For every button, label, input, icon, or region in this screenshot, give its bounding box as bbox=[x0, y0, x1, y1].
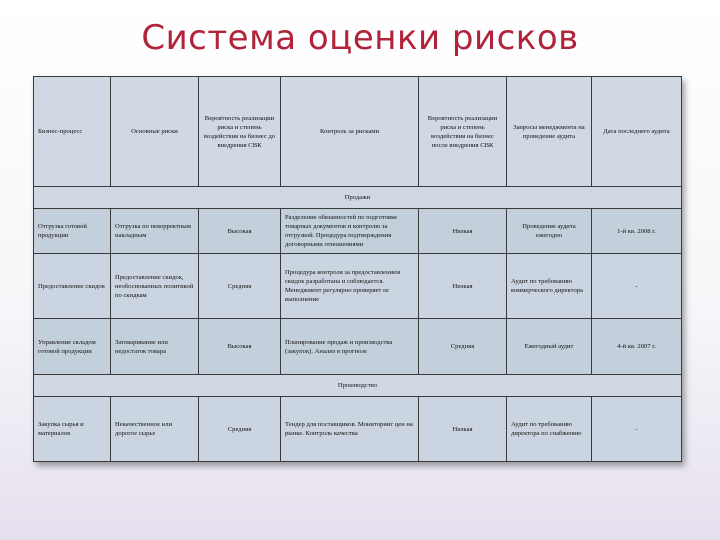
cell-date: - bbox=[592, 397, 682, 462]
cell-before: Высокая bbox=[199, 319, 281, 375]
cell-request: Аудит по требованию директора по снабжению bbox=[507, 397, 592, 462]
cell-process: Управление складом готовой продукции bbox=[34, 319, 111, 375]
cell-date: 4-й кв. 2007 г. bbox=[592, 319, 682, 375]
table-row bbox=[34, 209, 682, 254]
cell-request: Ежегодный аудит bbox=[507, 319, 592, 375]
cell-control: Планирование продаж и производства (закупок). Анализ в прогнозе bbox=[281, 319, 419, 375]
cell-request: Аудит по требованию коммерческого директора bbox=[507, 254, 592, 319]
section-row-sales bbox=[34, 187, 682, 209]
section-row-production bbox=[34, 375, 682, 397]
cell-process: Предоставление скидок bbox=[34, 254, 111, 319]
cell-request: Проведение аудита ежегодно bbox=[507, 209, 592, 254]
cell-before: Средняя bbox=[199, 397, 281, 462]
cell-after: Низкая bbox=[419, 254, 507, 319]
header-last-audit-date: Дата последнего аудита bbox=[592, 77, 682, 187]
cell-control: Тендер для поставщиков. Мониторинг цен на рынке. Контроль качества bbox=[281, 397, 419, 462]
header-risk-control: Контроль за рисками bbox=[281, 77, 419, 187]
cell-risk: Некачественное или дорогое сырье bbox=[111, 397, 199, 462]
header-audit-requests: Запросы менеджмента на проведение аудита bbox=[507, 77, 592, 187]
section-label-production: Производство bbox=[34, 375, 682, 397]
cell-process: Закупка сырья и материалов bbox=[34, 397, 111, 462]
risk-assessment-table bbox=[33, 76, 682, 462]
cell-after: Низкая bbox=[419, 209, 507, 254]
cell-after: Средняя bbox=[419, 319, 507, 375]
header-probability-after: Вероятность реализации риска и степень воздействия на бизнес после внедрения СВК bbox=[419, 77, 507, 187]
header-business-process: Бизнес-процесс bbox=[34, 77, 111, 187]
cell-risk: Затоваривание или недостаток товара bbox=[111, 319, 199, 375]
header-probability-before: Вероятность реализации риска и степень воздействия на бизнес до внедрения СВК bbox=[199, 77, 281, 187]
section-label-sales: Продажи bbox=[34, 187, 682, 209]
cell-date: - bbox=[592, 254, 682, 319]
table-row bbox=[34, 397, 682, 462]
cell-control: Процедура контроля за предоставлением скидок разработана и соблюдается. Менеджмент регулярно проверяет ее выполнение bbox=[281, 254, 419, 319]
table-row bbox=[34, 319, 682, 375]
cell-date: 1-й кв. 2008 г. bbox=[592, 209, 682, 254]
table-header-row bbox=[34, 77, 682, 187]
cell-before: Высокая bbox=[199, 209, 281, 254]
header-main-risks: Основные риски bbox=[111, 77, 199, 187]
cell-risk: Отгрузка по некорректным накладным bbox=[111, 209, 199, 254]
slide-title: Система оценки рисков bbox=[141, 18, 579, 58]
cell-control: Разделение обязанностей по подготовке товарных документов и контролю за отгрузкой. Процедура подтверждения договорными отношениями bbox=[281, 209, 419, 254]
cell-risk: Предоставление скидок, необоснованных политикой по скидкам bbox=[111, 254, 199, 319]
cell-after: Низкая bbox=[419, 397, 507, 462]
cell-before: Средняя bbox=[199, 254, 281, 319]
table-row bbox=[34, 254, 682, 319]
cell-process: Отгрузка готовой продукции bbox=[34, 209, 111, 254]
